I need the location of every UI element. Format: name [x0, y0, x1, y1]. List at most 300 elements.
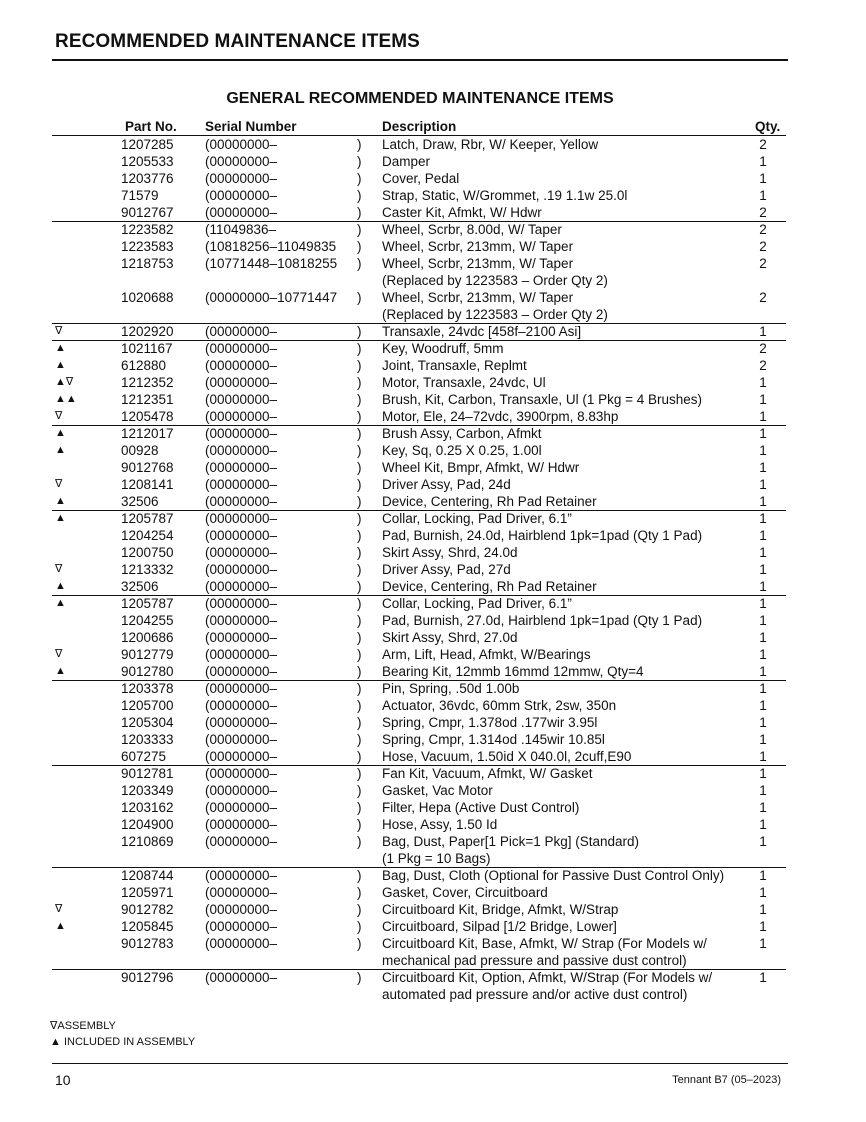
table-row [0, 408, 866, 425]
serial-number: (00000000– [205, 375, 278, 390]
serial-close-paren: ) [357, 426, 362, 441]
part-number: 00928 [121, 443, 159, 458]
legend-included: ▲ INCLUDED IN ASSEMBLY [50, 1036, 196, 1048]
col-head-qty: Qty. [755, 119, 781, 134]
serial-close-paren: ) [357, 511, 362, 526]
quantity: 1 [759, 868, 767, 883]
part-number: 607275 [121, 749, 167, 764]
serial-number: (00000000– [205, 392, 278, 407]
table-row [0, 578, 866, 595]
description: Bearing Kit, 12mmb 16mmd 12mmw, Qty=4 [382, 664, 644, 679]
quantity: 1 [759, 154, 767, 169]
quantity: 1 [759, 545, 767, 560]
serial-number: (00000000– [205, 800, 278, 815]
serial-number: (00000000– [205, 477, 278, 492]
description: Wheel, Scrbr, 213mm, W/ Taper (Replaced by 1223583 – Order Qty 2) [382, 290, 608, 322]
quantity: 1 [759, 426, 767, 441]
serial-close-paren: ) [357, 324, 362, 339]
serial-close-paren: ) [357, 732, 362, 747]
serial-number: (00000000– [205, 647, 278, 662]
quantity: 2 [759, 256, 767, 271]
table-row [0, 799, 866, 816]
description: Device, Centering, Rh Pad Retainer [382, 494, 597, 509]
col-head-serial-number: Serial Number [205, 119, 297, 134]
quantity: 2 [759, 205, 767, 220]
part-number: 1205304 [121, 715, 174, 730]
serial-close-paren: ) [357, 919, 362, 934]
part-number: 1200686 [121, 630, 174, 645]
quantity: 1 [759, 188, 767, 203]
part-number: 612880 [121, 358, 167, 373]
quantity: 1 [759, 579, 767, 594]
part-number: 1212017 [121, 426, 174, 441]
table-row [0, 493, 866, 510]
description: Pad, Burnish, 27.0d, Hairblend 1pk=1pad (Qty 1 Pad) [382, 613, 703, 628]
description: Circuitboard Kit, Option, Afmkt, W/Strap (For Models w/ automated pad pressure and/or active dust control) [382, 970, 713, 1002]
part-number: 1203776 [121, 171, 174, 186]
serial-number: (00000000– [205, 749, 278, 764]
serial-number: (00000000– [205, 766, 278, 781]
row-marker: ▲ [55, 342, 66, 354]
row-marker: ▲ [55, 580, 66, 592]
description: Bag, Dust, Cloth (Optional for Passive Dust Control Only) [382, 868, 725, 883]
page-number: 10 [55, 1072, 71, 1088]
table-row [0, 833, 866, 867]
table-row [0, 782, 866, 799]
serial-number: (11049836– [205, 222, 277, 237]
table-row [0, 918, 866, 935]
part-number: 1212351 [121, 392, 174, 407]
serial-close-paren: ) [357, 290, 362, 305]
row-marker: ▲ [55, 427, 66, 439]
serial-close-paren: ) [357, 579, 362, 594]
serial-close-paren: ) [357, 171, 362, 186]
part-number: 9012782 [121, 902, 174, 917]
quantity: 1 [759, 528, 767, 543]
serial-close-paren: ) [357, 681, 362, 696]
table-row [0, 527, 866, 544]
row-marker: ▲ [55, 444, 66, 456]
serial-close-paren: ) [357, 970, 362, 985]
description: Caster Kit, Afmkt, W/ Hdwr [382, 205, 542, 220]
part-number: 1213332 [121, 562, 174, 577]
serial-number: (00000000– [205, 817, 278, 832]
part-number: 1021167 [121, 341, 173, 356]
part-number: 1203333 [121, 732, 174, 747]
part-number: 1204900 [121, 817, 174, 832]
description: Actuator, 36vdc, 60mm Strk, 2sw, 350n [382, 698, 617, 713]
row-marker: ∇ [55, 325, 63, 337]
part-number: 1212352 [121, 375, 174, 390]
quantity: 1 [759, 596, 767, 611]
description: Device, Centering, Rh Pad Retainer [382, 579, 597, 594]
serial-number: (00000000– [205, 528, 278, 543]
quantity: 1 [759, 171, 767, 186]
col-head-part-no: Part No. [125, 119, 177, 134]
part-number: 1203162 [121, 800, 174, 815]
description: Filter, Hepa (Active Dust Control) [382, 800, 580, 815]
quantity: 1 [759, 375, 767, 390]
description: Motor, Ele, 24–72vdc, 3900rpm, 8.83hp [382, 409, 619, 424]
serial-number: (00000000– [205, 630, 278, 645]
quantity: 1 [759, 324, 767, 339]
part-number: 1203349 [121, 783, 174, 798]
serial-number: (00000000– [205, 426, 278, 441]
serial-number: (00000000– [205, 154, 278, 169]
description: Hose, Assy, 1.50 Id [382, 817, 498, 832]
quantity: 1 [759, 443, 767, 458]
row-marker: ▲ [55, 597, 66, 609]
description: Wheel Kit, Bmpr, Afmkt, W/ Hdwr [382, 460, 580, 475]
quantity: 2 [759, 290, 767, 305]
serial-close-paren: ) [357, 766, 362, 781]
description: Gasket, Vac Motor [382, 783, 493, 798]
description: Collar, Locking, Pad Driver, 6.1” [382, 511, 572, 526]
serial-close-paren: ) [357, 817, 362, 832]
table-row [0, 765, 866, 782]
table-row [0, 340, 866, 357]
serial-number: (00000000– [205, 494, 278, 509]
description: Circuitboard Kit, Base, Afmkt, W/ Strap (For Models w/ mechanical pad pressure and passive dust control) [382, 936, 707, 968]
description: Wheel, Scrbr, 8.00d, W/ Taper [382, 222, 562, 237]
part-number: 1205700 [121, 698, 174, 713]
quantity: 2 [759, 341, 767, 356]
row-marker: ∇ [55, 648, 63, 660]
part-number: 1204255 [121, 613, 174, 628]
serial-number: (00000000– [205, 511, 278, 526]
quantity: 1 [759, 613, 767, 628]
part-number: 1205845 [121, 919, 174, 934]
serial-number: (00000000– [205, 613, 278, 628]
serial-close-paren: ) [357, 477, 362, 492]
description: Collar, Locking, Pad Driver, 6.1” [382, 596, 572, 611]
description: Strap, Static, W/Grommet, .19 1.1w 25.0l [382, 188, 628, 203]
serial-close-paren: ) [357, 902, 362, 917]
table-row [0, 646, 866, 663]
part-number: 9012768 [121, 460, 174, 475]
serial-number: (00000000– [205, 358, 278, 373]
part-number: 9012783 [121, 936, 174, 951]
serial-close-paren: ) [357, 137, 362, 152]
serial-close-paren: ) [357, 545, 362, 560]
table-row [0, 374, 866, 391]
serial-number: (00000000– [205, 460, 278, 475]
description: Joint, Transaxle, Replmt [382, 358, 527, 373]
row-marker: ∇ [55, 410, 63, 422]
serial-close-paren: ) [357, 256, 362, 271]
part-number: 1205787 [121, 511, 174, 526]
quantity: 1 [759, 409, 767, 424]
quantity: 1 [759, 460, 767, 475]
serial-close-paren: ) [357, 885, 362, 900]
description: Arm, Lift, Head, Afmkt, W/Bearings [382, 647, 591, 662]
quantity: 1 [759, 681, 767, 696]
quantity: 1 [759, 647, 767, 662]
table-row [0, 544, 866, 561]
row-marker: ▲ [55, 359, 66, 371]
quantity: 1 [759, 664, 767, 679]
quantity: 1 [759, 902, 767, 917]
serial-number: (00000000– [205, 188, 278, 203]
table-row [0, 901, 866, 918]
description: Transaxle, 24vdc [458f–2100 Asi] [382, 324, 582, 339]
row-marker: ▲ [55, 665, 66, 677]
serial-close-paren: ) [357, 409, 362, 424]
part-number: 1210869 [121, 834, 174, 849]
quantity: 1 [759, 919, 767, 934]
serial-close-paren: ) [357, 154, 362, 169]
serial-number: (00000000– [205, 715, 278, 730]
serial-number: (00000000– [205, 324, 278, 339]
table-row [0, 476, 866, 493]
row-marker: ∇ [55, 563, 63, 575]
description: Damper [382, 154, 431, 169]
parts-table [0, 136, 866, 1003]
quantity: 1 [759, 511, 767, 526]
serial-close-paren: ) [357, 188, 362, 203]
table-row [0, 612, 866, 629]
part-number: 9012796 [121, 970, 174, 985]
col-head-description: Description [382, 119, 457, 134]
table-row [0, 391, 866, 408]
row-marker: ▲ [55, 495, 66, 507]
serial-number: (00000000– [205, 698, 278, 713]
description: Hose, Vacuum, 1.50id X 040.0l, 2cuff,E90 [382, 749, 632, 764]
description: Skirt Assy, Shrd, 27.0d [382, 630, 518, 645]
footer-doc-id: Tennant B7 (05–2023) [672, 1074, 781, 1086]
serial-close-paren: ) [357, 596, 362, 611]
serial-close-paren: ) [357, 936, 362, 951]
quantity: 2 [759, 358, 767, 373]
description: Circuitboard, Silpad [1/2 Bridge, Lower] [382, 919, 617, 934]
part-number: 9012780 [121, 664, 174, 679]
part-number: 1208141 [121, 477, 174, 492]
serial-number: (00000000– [205, 443, 278, 458]
description: Brush Assy, Carbon, Afmkt [382, 426, 542, 441]
quantity: 1 [759, 749, 767, 764]
table-row [0, 323, 866, 340]
quantity: 1 [759, 732, 767, 747]
serial-close-paren: ) [357, 868, 362, 883]
serial-close-paren: ) [357, 783, 362, 798]
table-row [0, 459, 866, 476]
part-number: 1205533 [121, 154, 174, 169]
table-row [0, 697, 866, 714]
serial-number: (00000000– [205, 409, 278, 424]
quantity: 1 [759, 834, 767, 849]
serial-close-paren: ) [357, 630, 362, 645]
description: Cover, Pedal [382, 171, 460, 186]
quantity: 1 [759, 817, 767, 832]
description: Gasket, Cover, Circuitboard [382, 885, 548, 900]
table-row [0, 425, 866, 442]
table-row [0, 153, 866, 170]
part-number: 9012779 [121, 647, 174, 662]
serial-number: (00000000– [205, 783, 278, 798]
part-number: 1020688 [121, 290, 174, 305]
description: Latch, Draw, Rbr, W/ Keeper, Yellow [382, 137, 599, 152]
serial-number: (00000000– [205, 341, 278, 356]
quantity: 1 [759, 783, 767, 798]
serial-close-paren: ) [357, 749, 362, 764]
quantity: 1 [759, 885, 767, 900]
quantity: 1 [759, 800, 767, 815]
description: Motor, Transaxle, 24vdc, Ul [382, 375, 546, 390]
serial-number: (00000000– [205, 664, 278, 679]
serial-number: (00000000–10771447 [205, 290, 338, 305]
part-number: 1204254 [121, 528, 174, 543]
serial-close-paren: ) [357, 222, 362, 237]
table-row [0, 238, 866, 255]
serial-close-paren: ) [357, 613, 362, 628]
table-row [0, 867, 866, 884]
table-row [0, 663, 866, 680]
part-number: 71579 [121, 188, 159, 203]
table-row [0, 221, 866, 238]
serial-number: (00000000– [205, 902, 278, 917]
description: Wheel, Scrbr, 213mm, W/ Taper (Replaced by 1223583 – Order Qty 2) [382, 256, 608, 288]
table-row [0, 935, 866, 969]
row-marker: ▲∇ [55, 376, 74, 388]
serial-close-paren: ) [357, 834, 362, 849]
quantity: 1 [759, 766, 767, 781]
part-number: 9012767 [121, 205, 174, 220]
part-number: 1205478 [121, 409, 174, 424]
quantity: 1 [759, 392, 767, 407]
table-row [0, 714, 866, 731]
table-row [0, 442, 866, 459]
serial-number: (00000000– [205, 681, 278, 696]
serial-close-paren: ) [357, 341, 362, 356]
table-row [0, 561, 866, 578]
quantity: 1 [759, 936, 767, 951]
row-marker: ▲ [55, 920, 66, 932]
section-title: GENERAL RECOMMENDED MAINTENANCE ITEMS [226, 90, 614, 107]
part-number: 1202920 [121, 324, 174, 339]
table-row [0, 357, 866, 374]
serial-close-paren: ) [357, 715, 362, 730]
quantity: 1 [759, 630, 767, 645]
footer-rule [52, 1063, 788, 1064]
serial-close-paren: ) [357, 239, 362, 254]
table-row [0, 510, 866, 527]
quantity: 2 [759, 137, 767, 152]
table-row [0, 187, 866, 204]
quantity: 1 [759, 477, 767, 492]
row-marker: ∇ [55, 903, 63, 915]
serial-number: (00000000– [205, 970, 278, 985]
serial-close-paren: ) [357, 392, 362, 407]
serial-close-paren: ) [357, 698, 362, 713]
page-title: RECOMMENDED MAINTENANCE ITEMS [55, 31, 420, 52]
serial-close-paren: ) [357, 562, 362, 577]
quantity: 2 [759, 239, 767, 254]
serial-number: (00000000– [205, 834, 278, 849]
header-rule [52, 59, 788, 61]
serial-close-paren: ) [357, 205, 362, 220]
serial-close-paren: ) [357, 800, 362, 815]
table-row [0, 969, 866, 1003]
serial-close-paren: ) [357, 460, 362, 475]
description: Driver Assy, Pad, 27d [382, 562, 511, 577]
serial-number: (00000000– [205, 579, 278, 594]
serial-close-paren: ) [357, 528, 362, 543]
serial-close-paren: ) [357, 494, 362, 509]
quantity: 2 [759, 222, 767, 237]
serial-number: (00000000– [205, 732, 278, 747]
serial-close-paren: ) [357, 358, 362, 373]
table-row [0, 255, 866, 289]
description: Key, Sq, 0.25 X 0.25, 1.00l [382, 443, 542, 458]
table-row [0, 884, 866, 901]
table-row [0, 680, 866, 697]
row-marker: ∇ [55, 478, 63, 490]
table-row [0, 289, 866, 323]
table-row [0, 136, 866, 153]
part-number: 9012781 [121, 766, 174, 781]
part-number: 1208744 [121, 868, 174, 883]
quantity: 1 [759, 562, 767, 577]
description: Spring, Cmpr, 1.314od .145wir 10.85l [382, 732, 605, 747]
serial-close-paren: ) [357, 375, 362, 390]
table-row [0, 595, 866, 612]
serial-number: (00000000– [205, 205, 278, 220]
table-row [0, 629, 866, 646]
part-number: 32506 [121, 579, 159, 594]
description: Skirt Assy, Shrd, 24.0d [382, 545, 518, 560]
row-marker: ▲ [55, 512, 66, 524]
description: Brush, Kit, Carbon, Transaxle, Ul (1 Pkg = 4 Brushes) [382, 392, 703, 407]
table-row [0, 204, 866, 221]
part-number: 1205971 [121, 885, 174, 900]
part-number: 1205787 [121, 596, 174, 611]
part-number: 1223583 [121, 239, 174, 254]
serial-number: (00000000– [205, 936, 278, 951]
part-number: 32506 [121, 494, 159, 509]
table-row [0, 748, 866, 765]
part-number: 1223582 [121, 222, 174, 237]
serial-close-paren: ) [357, 647, 362, 662]
serial-close-paren: ) [357, 664, 362, 679]
description: Wheel, Scrbr, 213mm, W/ Taper [382, 239, 574, 254]
serial-number: (00000000– [205, 885, 278, 900]
description: Bag, Dust, Paper[1 Pick=1 Pkg] (Standard) (1 Pkg = 10 Bags) [382, 834, 640, 866]
part-number: 1200750 [121, 545, 174, 560]
serial-number: (00000000– [205, 137, 278, 152]
description: Pin, Spring, .50d 1.00b [382, 681, 520, 696]
quantity: 1 [759, 494, 767, 509]
serial-close-paren: ) [357, 443, 362, 458]
part-number: 1203378 [121, 681, 174, 696]
table-row [0, 170, 866, 187]
description: Pad, Burnish, 24.0d, Hairblend 1pk=1pad (Qty 1 Pad) [382, 528, 703, 543]
description: Spring, Cmpr, 1.378od .177wir 3.95l [382, 715, 598, 730]
legend-assembly: ∇ASSEMBLY [50, 1020, 116, 1032]
quantity: 1 [759, 970, 767, 985]
row-marker: ▲▲ [55, 393, 77, 405]
part-number: 1207285 [121, 137, 174, 152]
table-row [0, 816, 866, 833]
serial-number: (00000000– [205, 545, 278, 560]
description: Circuitboard Kit, Bridge, Afmkt, W/Strap [382, 902, 619, 917]
part-number: 1218753 [121, 256, 174, 271]
serial-number: (10771448–10818255 [205, 256, 338, 271]
quantity: 1 [759, 715, 767, 730]
description: Fan Kit, Vacuum, Afmkt, W/ Gasket [382, 766, 593, 781]
quantity: 1 [759, 698, 767, 713]
serial-number: (00000000– [205, 171, 278, 186]
table-row [0, 731, 866, 748]
